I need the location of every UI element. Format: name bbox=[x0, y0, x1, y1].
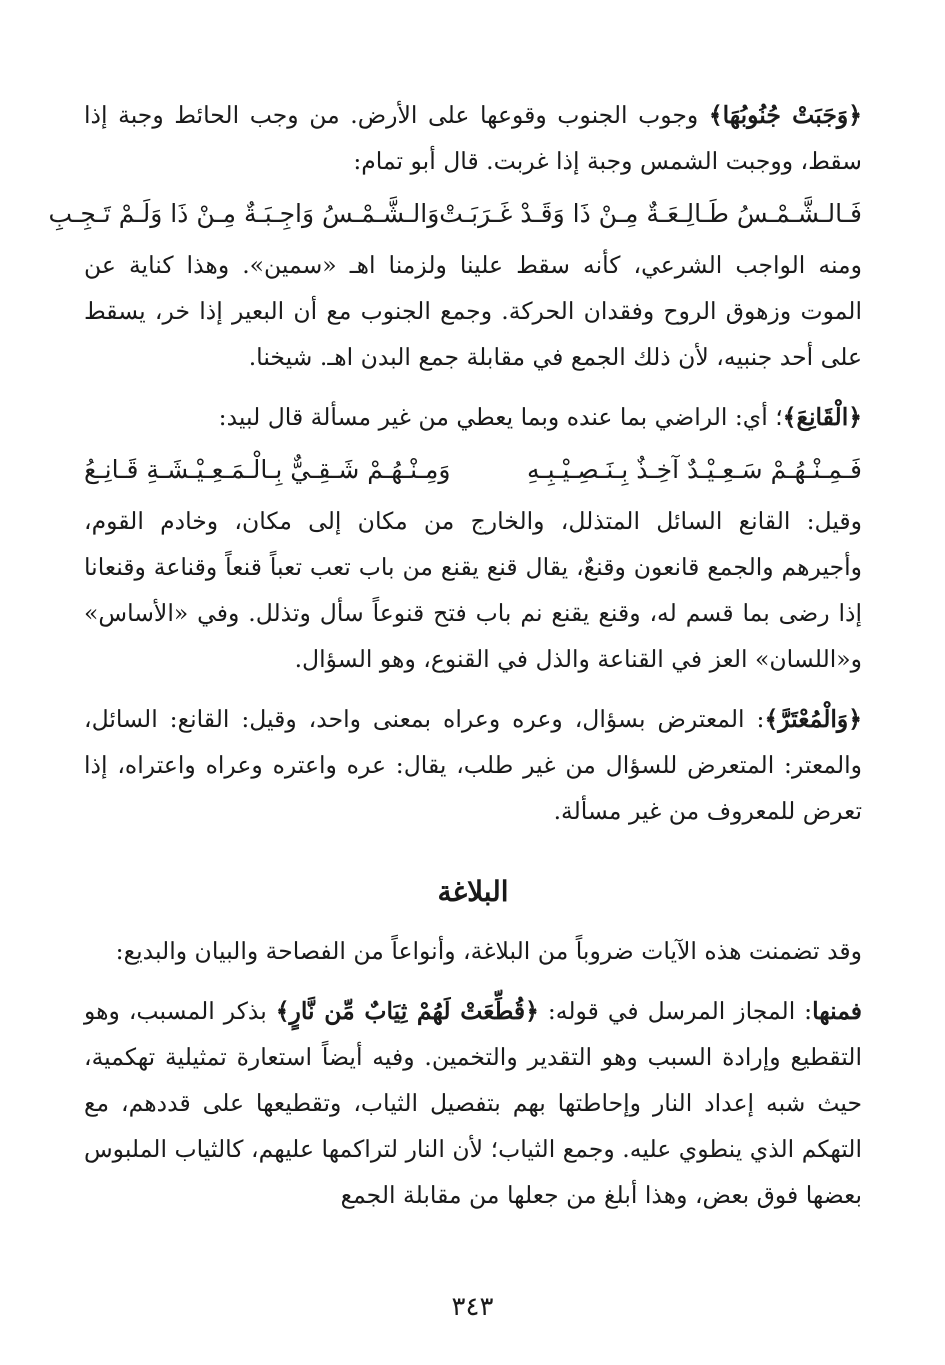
paragraph-qani bbox=[84, 394, 862, 440]
verse-first-hemistich: فَـمِـنْـهُـمْ سَـعِـيْـدٌ آخِـذٌ بِـنَـصِـيْـبِـهِ bbox=[526, 455, 862, 484]
quran-quote: ﴿الْقَانِعَ﴾ bbox=[782, 403, 862, 431]
paragraph-wajib-sharii: ومنه الواجب الشرعي، كأنه سقط علينا ولزمنا اهـ «سمين». وهذا كناية عن الموت وزهوق الروح وفقدان الحركة. وجمع الجنوب مع أن البعير إذا خر، يسقط على أحد جنبيه، لأن ذلك الجمع في مقابلة جمع البدن اهـ. شيخنا. bbox=[84, 251, 862, 371]
paragraph-text: بذكر المسبب، وهو التقطيع وإرادة السبب وهو التقدير والتخمين. وفيه أيضاً استعارة تمثيلية تهكمية، حيث شبه إعداد النار وإحاطتها بهم بتفصيل الثياب، وتقطيعها على قددهم، مع التهكم الذي ينطوي عليه. وجمع الثياب؛ لأن النار لتراكمها عليهم، كالثياب الملبوس بعضها فوق بعض، وهذا أبلغ من جعلها من مقابلة الجمع bbox=[84, 997, 862, 1209]
poetry-verse-abu-tammam bbox=[48, 190, 862, 238]
verse-second-hemistich: وَمِـنْـهُـمْ شَـقِـيٌّ بِـالْـمَـعِـيْـشَـةِ قَـانِـعُ bbox=[84, 455, 451, 484]
quran-quote: ﴿وَالْمُعْتَرَّ﴾ bbox=[764, 705, 862, 733]
paragraph-text: وجوب الجنوب وقوعها على الأرض. من وجب الحائط وجبة إذا سقط، ووجبت الشمس وجبة إذا غربت. قال أبو تمام: bbox=[84, 101, 862, 175]
paragraph-majaz-mursal bbox=[84, 988, 862, 1218]
quran-quote: ﴿وَجَبَتْ جُنُوبُهَا﴾ bbox=[708, 101, 862, 129]
page-body bbox=[48, 92, 863, 1218]
paragraph-balagha-intro: وقد تضمنت هذه الآيات ضروباً من البلاغة، وأنواعاً من الفصاحة والبيان والبديع: bbox=[115, 937, 862, 965]
paragraph-text: ؛ أي: الراضي بما عنده وبما يعطي من غير مسألة قال لبيد: bbox=[218, 403, 783, 431]
paragraph-text: : المجاز المرسل في قوله: bbox=[538, 997, 813, 1025]
verse-first-hemistich: فَـالـشَّـمْـسُ طَـالِـعَـةٌ مِـنْ ذَا وَقَـدْ غَـرَبَـتْ bbox=[439, 199, 862, 228]
page-number: ٣٤٣ bbox=[451, 1292, 494, 1322]
paragraph-qani-definitions: وقيل: القانع السائل المتذلل، والخارج من مكان إلى مكان، وخادم القوم، وأجيرهم والجمع قانعون وقنعٌ، يقال قنع يقنع من باب تعب تعباً قنعاً وقناعة وقنعانا إذا رضى بما قسم له، وقنع يقنع نم باب فتح قنوعاً سأل وتذلل. وفي «الأساس» و«اللسان» العز في القناعة والذل في القنوع، وهو السؤال. bbox=[84, 507, 862, 673]
quran-quote: ﴿قُطِّعَتْ لَهُمْ ثِيَابٌ مِّن نَّارٍ﴾ bbox=[275, 997, 539, 1025]
lead-word: فمنها bbox=[812, 997, 863, 1025]
paragraph-wajabat bbox=[84, 92, 862, 184]
section-heading-balagha: البلاغة bbox=[437, 875, 509, 908]
paragraph-mutarr bbox=[84, 696, 862, 834]
paragraph-text: : المعترض بسؤال، وعره وعراه بمعنى واحد، وقيل: القانع: السائل، والمعتر: المتعرض للسؤال من غير طلب، يقال: عره واعتره وعراه واعتراه، إذا تعرض للمعروف من غير مسألة. bbox=[84, 705, 862, 825]
poetry-verse-labid bbox=[84, 446, 862, 494]
verse-second-hemistich: وَالـشَّـمْـسُ وَاجِـبَـةٌ مِـنْ ذَا وَلَـمْ تَـجِـبِ bbox=[48, 199, 440, 228]
